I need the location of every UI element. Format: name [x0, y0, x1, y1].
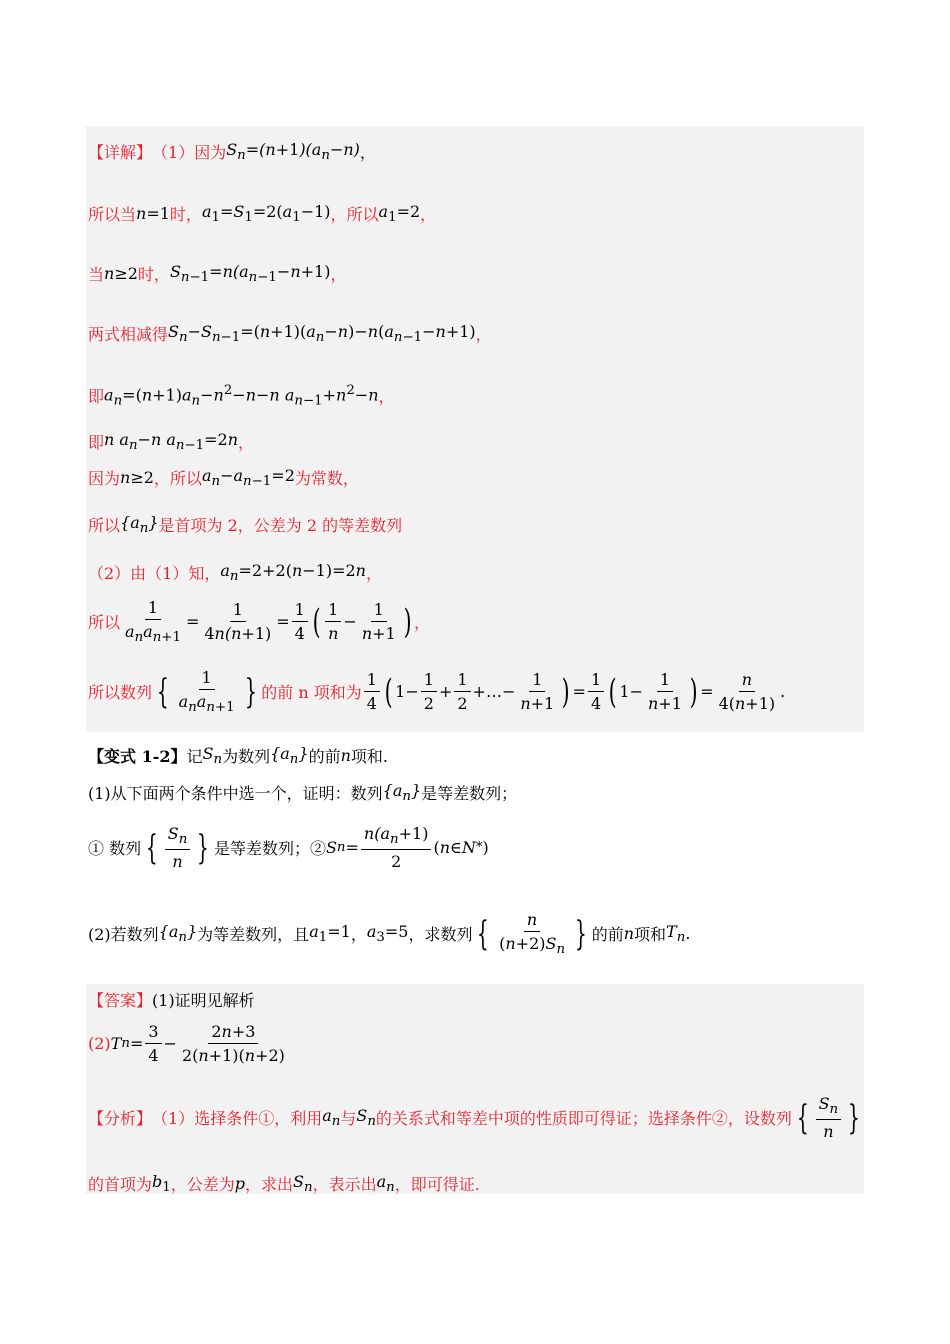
detail-line-8: 所以 $\{a_n\}$ 是首项为 2，公差为 2 的等差数列 — [88, 513, 403, 537]
detail-line-11: 所以数列 { $\frac{1}{a_na_{n+1}}$ } 的前 n 项和为 $\frac{1}{4}$ ( 1− $\frac{1}{2}$ + $\frac{1}{2}$ +…− $\frac{1}{n+1}$ ) = $\frac{1}{4}$ ( 1− $\frac{1}{n+1}$ ) = $\frac{n}{4(n+1)}$ . — [88, 668, 786, 716]
detail-l3-text: 当 — [88, 265, 105, 285]
detail-l11-math: $\frac{1}{4}$ ( 1− $\frac{1}{2}$ + $\frac{1}{2}$ +…− $\frac{1}{n+1}$ ) = $\frac{1}{4}$ ( 1− $\frac{1}{n+1}$ ) = $\frac{n}{4(n+1)}$ . — [362, 670, 786, 713]
answer-a2: (2) — [88, 1034, 111, 1053]
detail-l6-text: 即 — [88, 433, 105, 453]
detail-l10-text: 所以 — [88, 613, 121, 633]
analysis-t4: 的首项为 — [88, 1175, 153, 1195]
detail-l10-math: $\frac{1}{a_na_{n+1}}$ = $\frac{1}{4n(n+1)}$ = $\frac{1}{4}$ ( $\frac{1}{n}$ − $\frac{1}{n+1}$ ) — [125, 598, 412, 646]
analysis-line-1: 【分析】 （1）选择条件①，利用 $a_n$ 与 $S_n$ 的关系式和等差中项的性质即可得证；选择条件②，设数列 { $\frac{S_n}{n}$ } — [88, 1094, 860, 1142]
analysis-t7: ，表示出 — [312, 1175, 377, 1195]
variant-q2: (2)若数列 $\{a_n\}$ 为等差数列，且 $a_1=1$ ， $a_3=5$ ，求数列 { $\frac{n}{(n+2)S_n}$ } 的前 n 项和 $T_n$ . — [88, 910, 691, 958]
detail-line-5: 即 $a_n=(n+1)a_n-n^2-n-n$ $a_{n-1}+n^2-n$ ， — [88, 383, 395, 409]
variant-q1-end: 是等差数列； — [421, 784, 518, 804]
detail-l7-text: 因为 — [88, 469, 121, 489]
variant-q2-b: 为等差数列，且 — [197, 925, 310, 945]
detail-l2-math: n=1 — [136, 204, 170, 224]
answer-a1: (1)证明见解析 — [152, 991, 255, 1010]
variant-c1-a: ① 数列 — [88, 839, 142, 859]
detail-line-3: 当 n≥2 时， $S_{n-1}=n(a_{n-1}-n+1)$ ， — [88, 262, 347, 286]
variant-q2-e: 项和 — [634, 925, 667, 945]
analysis-t5: ，公差为 — [170, 1175, 235, 1195]
detail-l1-text: （1）因为 — [152, 143, 227, 163]
detail-l6-math: n $a_n-n$ $a_{n-1}=2n$ — [104, 430, 239, 454]
variant-tag: 【变式 1-2】 — [88, 747, 187, 767]
detail-l4-math: $S_n-S_{n-1}=(n+1)(a_n-n)-n(a_{n-1}-n+1)$ — [168, 322, 476, 346]
detail-line-1: 【详解】 （1）因为 $S_n=(n+1)(a_n-n)$ ， — [88, 140, 376, 164]
detail-line-9: （2）由（1）知， $a_n=2+2(n-1)=2n$ ， — [88, 561, 382, 585]
detail-l5-text: 即 — [88, 387, 105, 407]
answer-block — [86, 984, 864, 1194]
variant-q2-d: 的前 — [591, 925, 624, 945]
variant-intro-a: 记 — [186, 747, 203, 767]
analysis-t6: ，求出 — [245, 1175, 294, 1195]
variant-intro-c: 的前 — [308, 747, 341, 767]
detail-l9-math: $a_n=2+2(n-1)=2n$ — [220, 561, 366, 585]
detail-l3-math: $S_{n-1}=n(a_{n-1}-n+1)$ — [169, 262, 331, 286]
detail-line-4: 两式相减得 $S_n-S_{n-1}=(n+1)(a_n-n)-n(a_{n-1}-n+1)$ ， — [88, 322, 492, 346]
detail-l7-math: $a_n-a_{n-1}=2$ — [201, 466, 295, 490]
variant-c1-b: 是等差数列；② — [213, 839, 326, 859]
analysis-line-2: 的首项为 $b_1$ ，公差为 p ，求出 $S_n$ ，表示出 $a_n$ ，即可得证. — [88, 1172, 480, 1196]
analysis-t2: 与 — [340, 1109, 357, 1129]
detail-l11-text: 所以数列 — [88, 683, 153, 703]
detail-l5-math: $a_n=(n+1)a_n-n^2-n-n$ $a_{n-1}+n^2-n$ — [104, 383, 379, 409]
analysis-tag: 【分析】 — [88, 1109, 153, 1129]
variant-q1-text: (1)从下面两个条件中选一个，证明：数列 — [88, 784, 383, 804]
detail-line-7: 因为 n≥2 ，所以 $a_n-a_{n-1}=2$ 为常数， — [88, 466, 359, 490]
variant-conditions: ① 数列 { $\frac{S_n}{n}$ } 是等差数列；② S n = $\frac{n(a_n+1)}{2}$ ( n ∈ N * ) — [88, 824, 489, 872]
analysis-t1: （1）选择条件①，利用 — [152, 1109, 323, 1129]
variant-intro: 【变式 1-2】 记 $S_n$ 为数列 $\{a_n\}$ 的前 n 项和. — [88, 744, 388, 768]
variant-q2-a: (2)若数列 — [88, 925, 159, 945]
variant-intro-b: 为数列 — [222, 747, 271, 767]
detail-line-10: 所以 $\frac{1}{a_na_{n+1}}$ = $\frac{1}{4n(n+1)}$ = $\frac{1}{4}$ ( $\frac{1}{n}$ − $\frac{1}{n+1}$ ) ， — [88, 598, 430, 646]
variant-q1: (1)从下面两个条件中选一个，证明：数列 $\{a_n\}$ 是等差数列； — [88, 781, 518, 805]
detail-line-6: 即 n $a_n-n$ $a_{n-1}=2n$ ， — [88, 430, 255, 454]
variant-q2-c: ，求数列 — [408, 925, 473, 945]
detail-l4-text: 两式相减得 — [88, 325, 169, 345]
detail-l2-text: 所以当 — [88, 205, 137, 225]
detail-l9-text: （2）由（1）知， — [88, 564, 221, 584]
analysis-t8: ，即可得证. — [394, 1175, 480, 1195]
answer-tag: 【答案】 — [88, 991, 153, 1010]
detail-line-2: 所以当 n=1 时， $a_1=S_1=2(a_1-1)$ ，所以 $a_1=2$ ， — [88, 202, 437, 226]
detail-tag: 【详解】 — [88, 143, 153, 163]
variant-intro-d: 项和. — [350, 747, 388, 767]
detail-l1-math: $S_n=(n+1)(a_n-n)$ — [226, 140, 360, 164]
answer-line-2: (2) T n = $\frac{3}{4}$ − $\frac{2n+3}{2(n+1)(n+2)}$ — [88, 1022, 285, 1065]
detail-l11-mid: 的前 n 项和为 — [261, 683, 362, 703]
answer-line-1 — [88, 988, 255, 1011]
analysis-t3: 的关系式和等差中项的性质即可得证；选择条件②，设数列 — [375, 1109, 792, 1129]
